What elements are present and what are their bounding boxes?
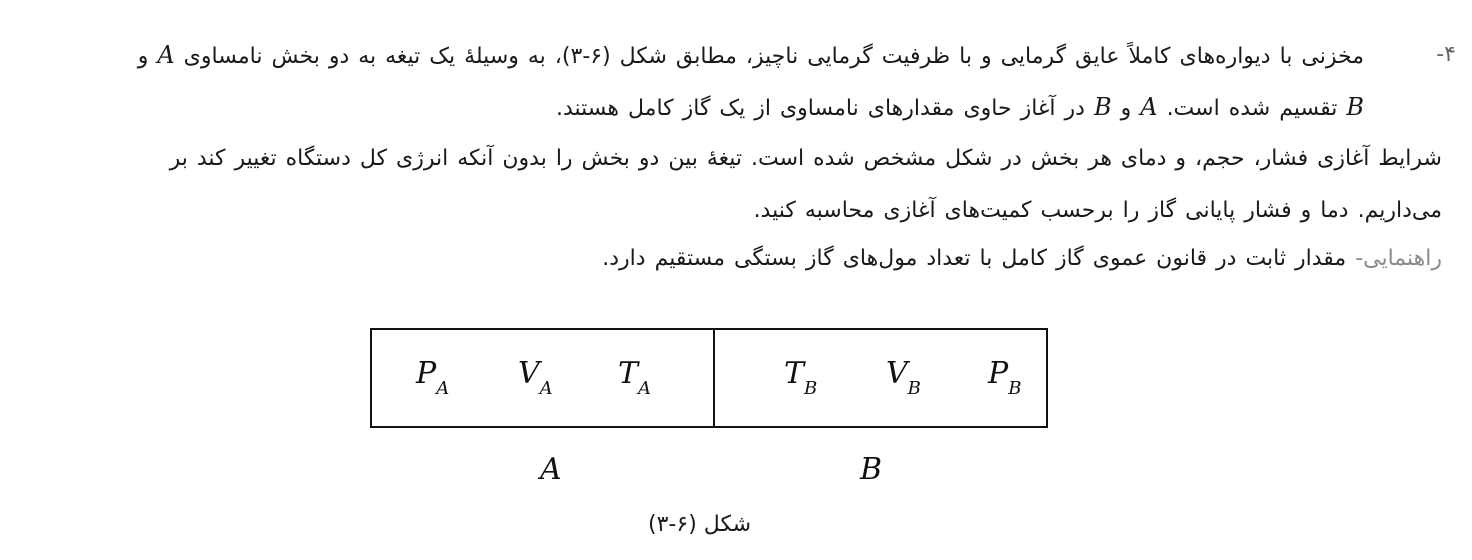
hint-line <box>602 244 1442 274</box>
temperature-b-symbol: T <box>784 356 805 391</box>
volume-b-symbol: V <box>886 356 908 391</box>
tank-diagram <box>370 328 1048 428</box>
volume-a-symbol: V <box>518 356 540 391</box>
temperature-a <box>618 356 652 399</box>
temperature-a-symbol: T <box>618 356 639 391</box>
pressure-b <box>988 356 1022 399</box>
temperature-b <box>784 356 818 399</box>
symbol-b: B <box>1346 93 1364 121</box>
problem-line-4: می‌داریم. دما و فشار پایانی گاز را برحسب کمیت‌های آغازی محاسبه کنید. <box>753 198 1442 223</box>
temperature-b-subscript: B <box>804 378 818 399</box>
partition-blade <box>713 330 715 426</box>
hint-label: راهنمایی- <box>1355 246 1442 271</box>
temperature-a-subscript: A <box>638 378 652 399</box>
pressure-a-symbol: P <box>416 356 437 391</box>
pressure-b-symbol: P <box>988 356 1009 391</box>
figure-caption: شکل (۶-۳) <box>648 512 752 537</box>
volume-b-subscript: B <box>907 378 921 399</box>
problem-number: -۴ <box>1436 42 1456 67</box>
problem-line-2 <box>556 92 1364 124</box>
hint-text: مقدار ثابت در قانون عموی گاز کامل با تعداد مول‌های گاز بستگی مستقیم دارد. <box>602 246 1347 271</box>
symbol-a: A <box>1140 93 1158 121</box>
volume-a-subscript: A <box>539 378 553 399</box>
line2-conjunction: و <box>1120 96 1132 121</box>
line1-text: مخزنی با دیواره‌های کاملاً عایق گرمایی و با ظرفیت گرمایی ناچیز، مطابق شکل (۶-۳)، به وسیلهٔ یک تیغه به دو بخش نامساوی <box>183 44 1364 69</box>
line2-text: تقسیم شده است. <box>1166 96 1338 121</box>
problem-line-3: شرایط آغازی فشار، حجم، و دمای هر بخش در شکل مشخص شده است. تیغهٔ بین دو بخش را بدون آنکه انرژی کل دستگاه تغییر کند بر <box>169 146 1442 171</box>
line2-text-end: در آغاز حاوی مقدارهای نامساوی از یک گاز کامل هستند. <box>555 96 1085 121</box>
volume-a <box>518 356 553 399</box>
pressure-a-subscript: A <box>436 378 450 399</box>
compartment-label-a: A <box>540 452 562 487</box>
volume-b <box>886 356 921 399</box>
pressure-a <box>416 356 450 399</box>
compartment-label-b: B <box>860 452 883 487</box>
line1-conjunction: و <box>137 44 149 69</box>
symbol-a: A <box>157 41 175 69</box>
pressure-b-subscript: B <box>1008 378 1022 399</box>
symbol-b: B <box>1093 93 1112 121</box>
problem-line-1 <box>138 40 1364 72</box>
